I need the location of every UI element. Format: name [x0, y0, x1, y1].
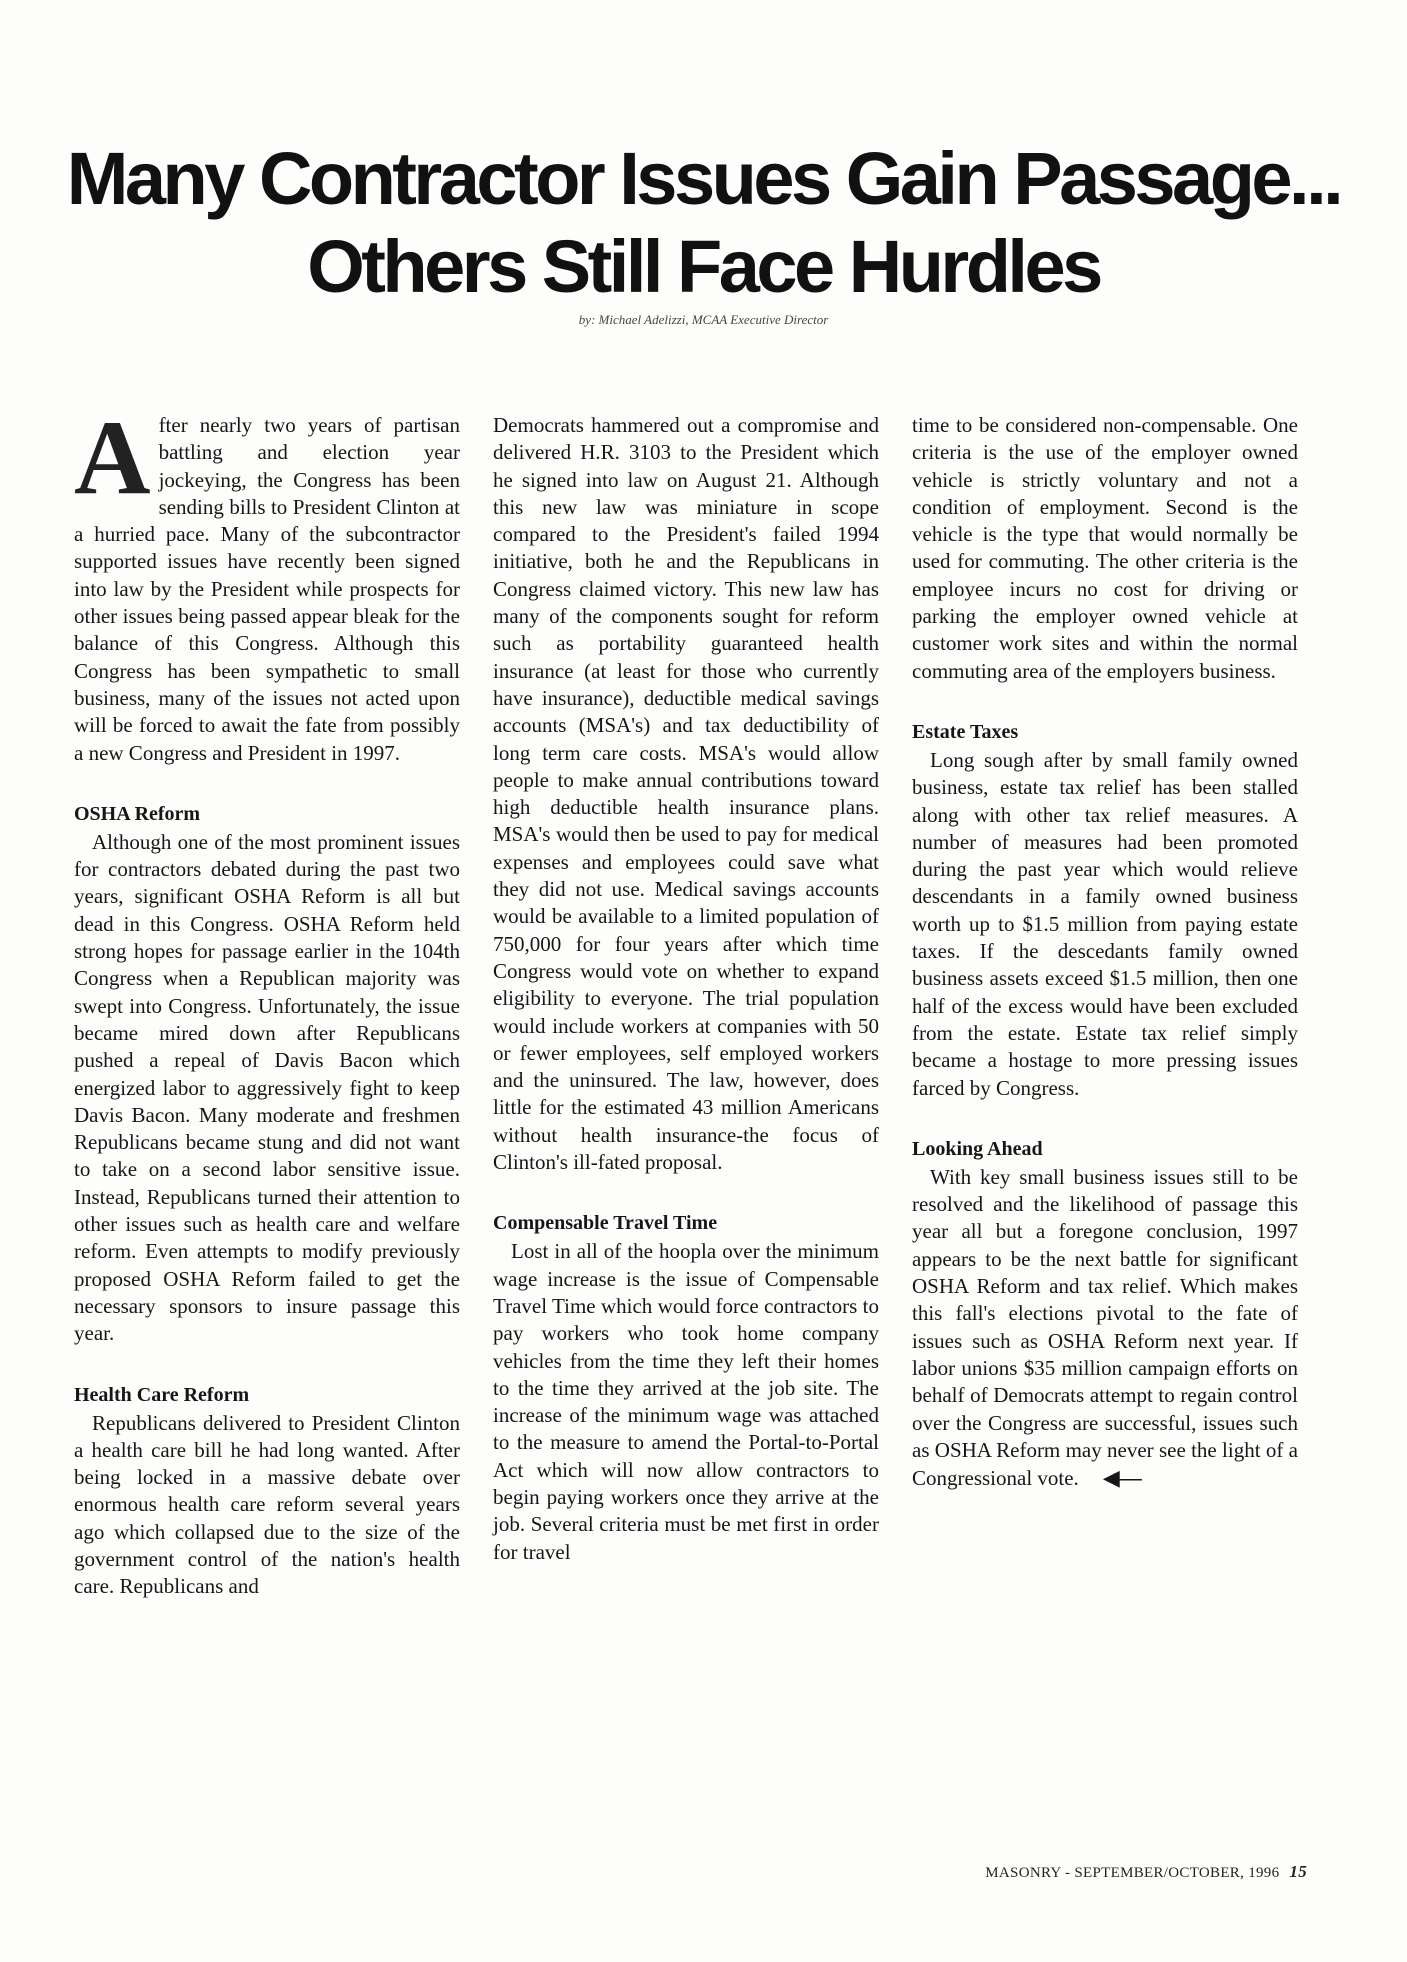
end-mark-icon: ◀—	[1102, 1465, 1142, 1491]
health-heading: Health Care Reform	[74, 1383, 250, 1406]
page-number: 15	[1289, 1862, 1307, 1881]
ahead-text: With key small business issues still to be resolved and the likelihood of passage this year all but a foregone conclusion, 1997 appears to be the next battle for significant OSHA Reform and tax relief. Which makes this fall's elections pivotal to the fate of issues such as OSHA Reform next year. If labor unions $35 million campaign efforts on behalf of Democrats attempt to regain control over the Congress are successful, issues such as OSHA Reform may never see the light of a Congressional vote.	[912, 1164, 1298, 1491]
drop-cap: A	[74, 399, 151, 516]
column-3	[912, 412, 1298, 1492]
health-paragraph-part2: Democrats hammered out a compromise and delivered H.R. 3103 to the President which he signed into law on August 21. Although this new law was miniature in scope compared to the President's failed 1994 initiative, both he and the Republicans in Congress claimed victory. This new law has many of the components sought for reform such as portability guaranteed health insurance (at least for those who currently have insurance), deductible medical savings accounts (MSA's) and tax deductibility of long term care costs. MSA's would allow people to make annual contributions toward high deductible health insurance plans. MSA's would then be used to pay for medical expenses and employees could save what they did not use. Medical savings accounts would be available to a limited population of 750,000 for four years after which time Congress would vote on whether to expand eligibility to everyone. The trial population would include workers at companies with 50 or fewer employees, self employed workers and the uninsured. The law, however, does little for the estimated 43 million Americans without health insurance-the focus of Clinton's ill-fated proposal.	[493, 413, 879, 1175]
intro-text: fter nearly two years of partisan battling and election year jockeying, the Congress has been sending bills to President Clinton at a hurried pace. Many of the subcontractor supported issues have recently been signed into law by the President while prospects for other issues being passed appear bleak for the balance of this Congress. Although this Congress has been sympathetic to small business, many of the issues not acted upon will be forced to await the fate from possibly a new Congress and President in 1997.	[74, 413, 460, 765]
travel-heading: Compensable Travel Time	[493, 1212, 718, 1235]
travel-paragraph-part2: time to be considered non-compensable. One criteria is the use of the employer owned vehicle is strictly voluntary and not a condition of employment. Second is the vehicle is the type that would normally be used for commuting. The other criteria is the employee incurs no cost for driving or parking the employer owned vehicle at customer work sites and within the normal commuting area of the employers business.	[912, 413, 1298, 683]
column-2	[493, 412, 879, 1566]
byline: by: Michael Adelizzi, MCAA Executive Director	[578, 312, 829, 327]
headline-line-1: Many Contractor Issues Gain Passage...	[66, 137, 1341, 220]
osha-paragraph: Although one of the most prominent issues for contractors debated during the past two years, significant OSHA Reform is all but dead in this Congress. OSHA Reform held strong hopes for passage earlier in the 104th Congress when a Republican majority was swept into Congress. Unfortunately, the issue became mired down after Republicans pushed a repeal of Davis Bacon which energized labor to aggressively fight to keep Davis Bacon. Many moderate and freshmen Republicans became stung and did not want to take on a second labor sensitive issue. Instead, Republicans turned their attention to other issues such as health care and welfare reform. Even attempts to modify previously proposed OSHA Reform failed to get the necessary sponsors to insure passage this year.	[74, 829, 460, 1346]
column-1	[74, 399, 460, 1601]
estate-paragraph: Long sough after by small family owned business, estate tax relief has been stalled along with other tax relief measures. A number of measures had been promoted during the past year which would relieve descendants in a family owned business worth up to $1.5 million from paying estate taxes. If the descedants family owned business assets exceed $1.5 million, then one half of the excess would have been excluded from the estate. Estate tax relief simply became a hostage to more pressing issues farced by Congress.	[912, 747, 1298, 1100]
page-footer	[985, 1862, 1307, 1882]
article-headline	[40, 135, 1367, 311]
osha-heading: OSHA Reform	[74, 802, 201, 825]
ahead-paragraph	[912, 1164, 1298, 1493]
ahead-heading: Looking Ahead	[912, 1137, 1043, 1160]
headline-line-2: Others Still Face Hurdles	[307, 225, 1100, 308]
travel-paragraph-part1: Lost in all of the hoopla over the minimum wage increase is the issue of Compensable Travel Time which would force contractors to pay workers who took home company vehicles from the time they left their homes to the time they arrived at the job site. The increase of the minimum wage was attached to the measure to amend the Portal-to-Portal Act which will now allow contractors to begin paying workers once they arrive at the job. Several criteria must be met first in order for travel	[493, 1239, 879, 1564]
footer-publication: MASONRY - SEPTEMBER/OCTOBER, 1996	[985, 1865, 1280, 1881]
intro-paragraph	[74, 399, 460, 767]
estate-heading: Estate Taxes	[912, 720, 1019, 743]
health-paragraph-part1: Republicans delivered to President Clinton a health care bill he had long wanted. After being locked in a massive debate over enormous health care reform several years ago which collapsed due to the size of the government control of the nation's health care. Republicans and	[74, 1410, 460, 1599]
